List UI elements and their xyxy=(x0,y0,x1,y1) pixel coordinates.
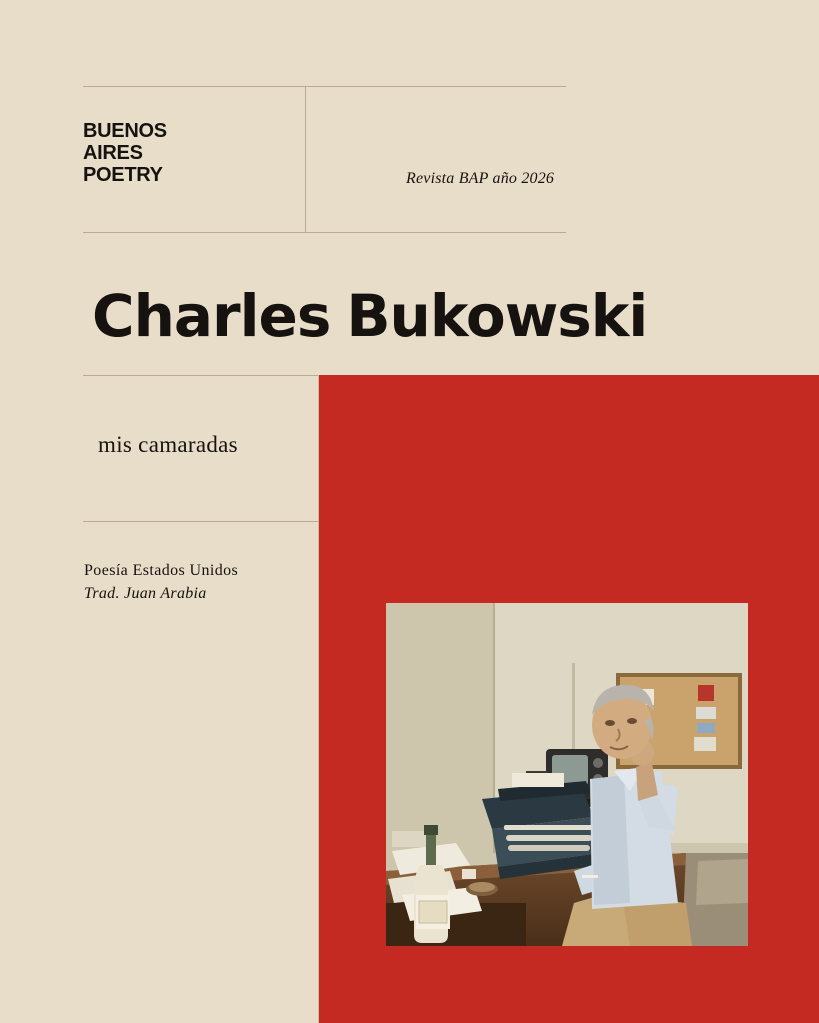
page-title xyxy=(92,283,647,349)
rule-under-masthead xyxy=(83,232,566,233)
category-label: Poesía Estados Unidos xyxy=(84,562,239,579)
masthead-line-3: POETRY xyxy=(83,164,163,186)
author-photo xyxy=(386,603,748,946)
rule-top xyxy=(83,86,566,87)
issue-line: Revista BAP año 2026 xyxy=(406,170,555,187)
vertical-rule-masthead xyxy=(305,86,306,232)
author-photo-illustration xyxy=(386,603,748,946)
author-last-name: Bukowski xyxy=(346,282,648,350)
masthead-line-2: AIRES xyxy=(83,142,143,164)
translator-label: Trad. Juan Arabia xyxy=(84,585,207,602)
vertical-rule-column xyxy=(318,375,319,1023)
rule-under-author xyxy=(83,375,318,376)
poem-title: mis camaradas xyxy=(98,432,238,457)
author-first-name: Charles xyxy=(92,282,331,350)
masthead-line-1: BUENOS xyxy=(83,120,167,142)
rule-under-poem-title xyxy=(83,521,318,522)
masthead-logo xyxy=(83,120,167,186)
